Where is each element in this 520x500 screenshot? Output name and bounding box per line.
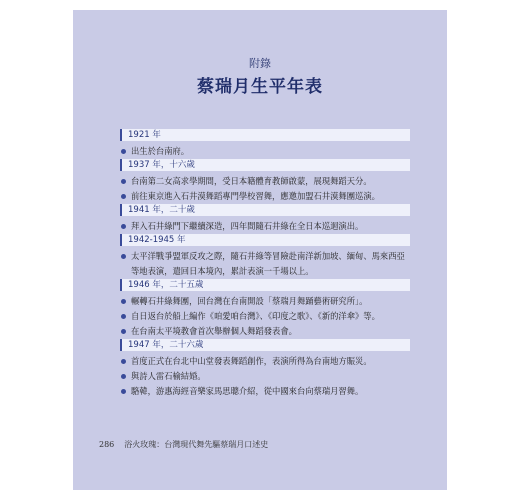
- timeline-entry: [120, 249, 410, 279]
- entry-text: 首度正式在台北中山堂發表舞蹈創作，表演所得為台南地方賑災。: [131, 356, 372, 366]
- bullet-icon: [121, 299, 126, 304]
- timeline-entry: [120, 354, 410, 369]
- timeline-entry: [120, 189, 410, 204]
- timeline-entry: [120, 144, 410, 159]
- timeline-section: [120, 204, 410, 234]
- bullet-icon: [121, 389, 126, 394]
- entry-text: 台南第二女高求學期間，受日本籍體育教師啟蒙，展現舞蹈天分。: [131, 176, 372, 186]
- page-number: 286: [99, 440, 115, 449]
- timeline-entry: [120, 324, 410, 339]
- timeline-entry: [120, 174, 410, 189]
- timeline-section: [120, 129, 410, 159]
- entry-text: 太平洋戰爭盟軍反攻之際，隨石井綠等冒險赴南洋新加坡、緬甸、馬來西亞等地表演，遣回日本境內，累計表演一千場以上。: [131, 251, 405, 276]
- bullet-icon: [121, 224, 126, 229]
- timeline-section: [120, 159, 410, 204]
- entry-text: 駱韓，游惠海經音樂家馬思聰介紹，從中國來台向蔡瑞月習舞。: [131, 386, 364, 396]
- book-title: 浴火玫瑰：台灣現代舞先驅蔡瑞月口述史: [124, 440, 269, 449]
- timeline-entry: [120, 219, 410, 234]
- year-heading: 1947 年，二十六歲: [120, 339, 410, 351]
- year-heading: 1937 年，十六歲: [120, 159, 410, 171]
- bullet-icon: [121, 374, 126, 379]
- entry-text: 輾轉石井綠舞團，回台灣在台南開設「蔡瑞月舞踊藝術研究所」。: [131, 296, 368, 306]
- bullet-icon: [121, 179, 126, 184]
- timeline-section: [120, 339, 410, 399]
- bullet-icon: [121, 359, 126, 364]
- entry-text: 自日返台於船上編作《咱愛咱台灣》、《印度之歌》、《新的洋傘》等。: [131, 311, 380, 321]
- entry-text: 與詩人雷石榆結婚。: [131, 371, 206, 381]
- bullet-icon: [121, 314, 126, 319]
- entry-text: 前往東京進入石井漠舞蹈專門學校習舞，應邀加盟石井漠舞團巡演。: [131, 191, 380, 201]
- bullet-icon: [121, 329, 126, 334]
- timeline-entry: [120, 384, 410, 399]
- page-footer: [99, 439, 278, 450]
- entry-text: 出生於台南府。: [131, 146, 190, 156]
- timeline-section: [120, 279, 410, 339]
- year-heading: 1941 年，二十歲: [120, 204, 410, 216]
- timeline-entry: [120, 369, 410, 384]
- year-heading: 1921 年: [120, 129, 410, 141]
- year-heading: 1946 年，二十五歲: [120, 279, 410, 291]
- year-heading: 1942-1945 年: [120, 234, 410, 246]
- entry-text: 在台南太平境教會首次舉辦個人舞蹈發表會。: [131, 326, 297, 336]
- timeline-section: [120, 234, 410, 279]
- page: [73, 10, 447, 490]
- bullet-icon: [121, 149, 126, 154]
- timeline-entry: [120, 294, 410, 309]
- timeline: [120, 129, 410, 399]
- bullet-icon: [121, 194, 126, 199]
- timeline-entry: [120, 309, 410, 324]
- bullet-icon: [121, 254, 126, 259]
- entry-text: 拜入石井綠門下繼續深造，四年間隨石井綠在全日本巡迴演出。: [131, 221, 364, 231]
- page-title: 蔡瑞月生平年表: [197, 77, 323, 97]
- appendix-label: 附錄: [249, 57, 271, 70]
